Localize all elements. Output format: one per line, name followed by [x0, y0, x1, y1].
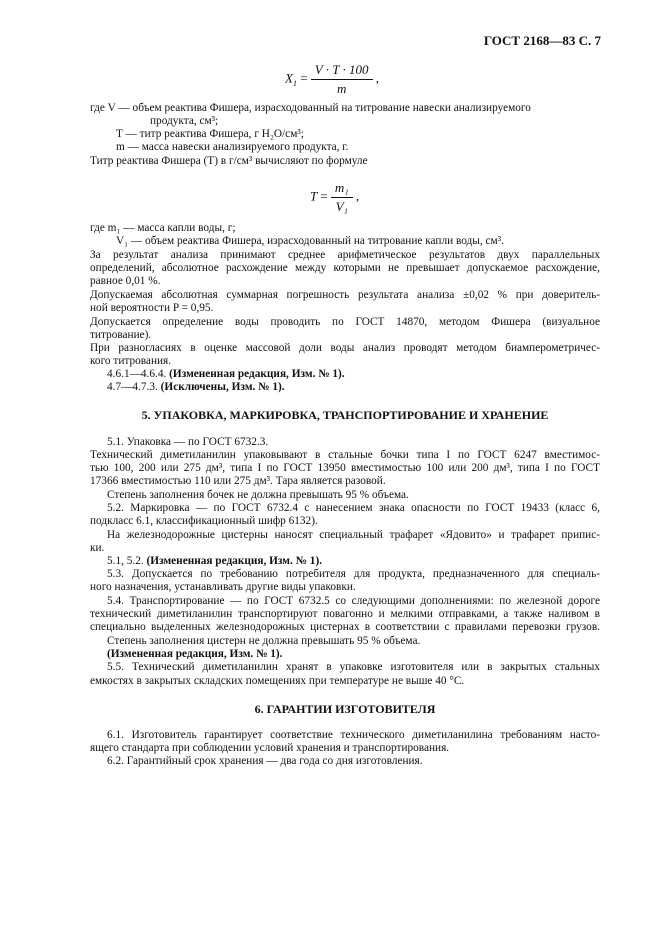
- section-5-title: 5. УПАКОВКА, МАРКИРОВКА, ТРАНСПОРТИРОВАНИЕ И ХРАНЕНИЕ: [141, 408, 549, 422]
- para-line-7: титрование).: [90, 329, 152, 341]
- s6-line-2: ящего стандарта при соблюдении условий хранения и транспортирования.: [90, 742, 450, 754]
- para-line-6: Допускается определение воды проводить по ГОСТ 14870, методом Фишера (визуальное: [90, 316, 600, 328]
- amendment-3: [107, 555, 617, 569]
- para-line-5: ной вероятности P = 0,95.: [90, 302, 214, 314]
- s5b-line-1: 5.3. Допускается по требованию потребителя для продукта, предназначенного для специаль-: [107, 568, 600, 580]
- formula-t-numerator: m₁: [331, 180, 353, 198]
- titer-intro: Титр реактива Фишера (T) в г/см³ вычисляют по формуле: [90, 155, 368, 167]
- where2-line2: V₁ — объем реактива Фишера, израсходованный на титрование капли воды, см³.: [116, 235, 504, 247]
- amendment-1: [107, 368, 617, 382]
- formula-x1-lhs: X: [285, 70, 293, 86]
- s5-line-4: 17366 вместимостью 110 или 275 дм³. Тара является разовой.: [90, 475, 386, 487]
- s5-line-3: тью 100, 200 или 275 дм³, типа I по ГОСТ 13950 вместимостью 100 или 200 дм³, типа I по ГОСТ: [90, 462, 600, 474]
- where1-line4: m — масса навески анализируемого продукта, г.: [116, 141, 349, 153]
- where1-line2: продукта, см³;: [150, 115, 219, 127]
- s5c-line-2: емкостях в закрытых складских помещениях при температуре не выше 40 °С.: [90, 675, 465, 687]
- s6-line-3: 6.2. Гарантийный срок хранения — два года со дня изготовления.: [107, 755, 423, 767]
- where1-line3: T — титр реактива Фишера, г H₂O/см³;: [116, 128, 304, 140]
- formula-x1: $X_1$ = $\frac{V \cdot T \cdot 100}{m}$ ,: [285, 62, 379, 96]
- section-6-title: 6. ГАРАНТИИ ИЗГОТОВИТЕЛЯ: [254, 702, 436, 716]
- s5b-line-6: Степень заполнения цистерн не должна превышать 95 % объема.: [107, 635, 421, 647]
- para-line-3: равное 0,01 %.: [90, 275, 161, 287]
- amendment-4: (Измененная редакция, Изм. № 1).: [107, 648, 283, 660]
- s5-line-2: Технический диметиланилин упаковывают в стальные бочки типа I по ГОСТ 6247 вместимос-: [90, 449, 600, 461]
- page-header: ГОСТ 2168—83 С. 7: [483, 33, 601, 48]
- amendment-2-ref: 4.7—4.7.3.: [107, 381, 158, 393]
- formula-t: T = $\frac{\text{m₁}}{\text{V₁}}$ ,: [310, 180, 360, 214]
- s5b-line-4: технический диметиланилин транспортируют повагонно и мелкими отправками, а также наливом в: [90, 608, 600, 620]
- amendment-3-ref: 5.1, 5.2.: [107, 555, 144, 567]
- s5-line-8: На железнодорожные цистерны наносят специальный трафарет «Ядовито» и трафарет припис-: [107, 529, 600, 541]
- amendment-1-ref: 4.6.1—4.6.4.: [107, 368, 167, 380]
- s5-line-9: ки.: [90, 542, 105, 554]
- s6-line-1: 6.1. Изготовитель гарантирует соответствие технического диметиланилина требованиям насто-: [107, 729, 600, 741]
- amendment-1-note: (Измененная редакция, Изм. № 1).: [169, 368, 345, 380]
- s5b-line-2: ного назначения, устанавливать другие виды упаковки.: [90, 581, 356, 593]
- para-line-9: кого титрования.: [90, 355, 172, 367]
- formula-t-lhs: T: [310, 188, 317, 204]
- para-line-2: определений, абсолютное расхождение между которыми не превышает допускаемое расхождение,: [90, 262, 600, 274]
- s5b-line-5: специально выделенных железнодорожных цистернах в соответствии с правилами перевозки грузов.: [90, 621, 600, 633]
- amendment-3-note: (Измененная редакция, Изм. № 1).: [146, 555, 323, 567]
- s5c-line-1: 5.5. Технический диметиланилин хранят в упаковке изготовителя или в закрытых стальных: [107, 661, 600, 673]
- s5-line-1: 5.1. Упаковка — по ГОСТ 6732.3.: [107, 436, 269, 448]
- s5-line-7: подкласс 6.1, классификационный шифр 6132).: [90, 515, 318, 527]
- formula-x1-denominator: m: [336, 81, 347, 96]
- para-line-4: Допускаемая абсолютная суммарная погрешность результата анализа ±0,02 % при доверитель-: [90, 289, 600, 301]
- formula-x1-numerator: V · T · 100: [311, 62, 373, 80]
- s5-line-6: 5.2. Маркировка — по ГОСТ 6732.4 с нанесением знака опасности по ГОСТ 19433 (класс 6,: [107, 502, 600, 514]
- para-line-8: При разногласиях в оценке массовой доли воды анализ проводят методом биамперометричес-: [90, 342, 600, 354]
- formula-t-tail: ,: [356, 188, 360, 204]
- formula-x1-tail: ,: [375, 70, 379, 86]
- s5b-line-3: 5.4. Транспортирование — по ГОСТ 6732.5 со следующими дополнениями: по железной дороге: [107, 595, 600, 607]
- para-line-1: За результат анализа принимают среднее арифметическое результатов двух параллельных: [90, 249, 600, 261]
- amendment-2: [107, 381, 617, 395]
- formula-x1-lhs-sub: 1: [292, 79, 297, 89]
- formula-t-denominator: V₁: [335, 199, 349, 214]
- s5-line-5: Степень заполнения бочек не должна превышать 95 % объема.: [107, 489, 409, 501]
- amendment-2-note: (Исключены, Изм. № 1).: [160, 381, 285, 393]
- where1-line1: где V — объем реактива Фишера, израсходованный на титрование навески анализируемого: [90, 102, 531, 114]
- where2-line1: где m₁ — масса капли воды, г;: [90, 222, 236, 234]
